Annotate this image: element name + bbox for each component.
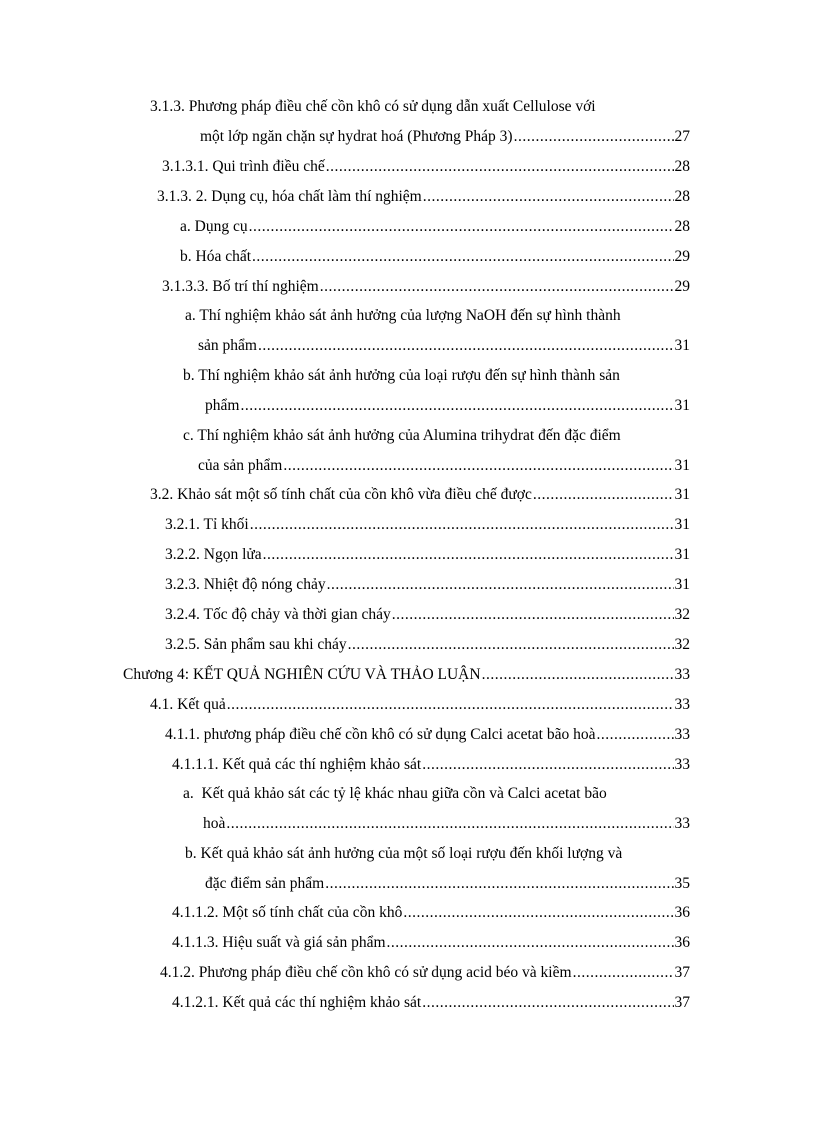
toc-page-number: 33 (674, 696, 690, 713)
toc-entry-title: c. Thí nghiệm khảo sát ảnh hưởng của Alumina trihydrat đến đặc điểm (183, 427, 621, 444)
toc-leader-dots (514, 126, 674, 148)
toc-entry-line (198, 455, 690, 477)
toc-entry-line (200, 126, 690, 148)
toc-entry (165, 634, 690, 656)
toc-leader-dots (252, 246, 673, 268)
toc-leader-dots (482, 664, 674, 686)
toc-entry (165, 514, 690, 536)
toc-entry-line (203, 813, 690, 835)
toc-leader-dots (250, 514, 674, 536)
toc-page-number: 31 (674, 576, 690, 593)
toc-entry (150, 694, 690, 716)
toc-leader-dots (283, 455, 673, 477)
toc-entry-title: 3.2.5. Sản phẩm sau khi cháy (165, 636, 347, 653)
toc-entry-title: 4.1.1.3. Hiệu suất và giá sản phẩm (172, 934, 386, 951)
toc-entry-title-cont: phẩm (205, 397, 240, 414)
toc-entry-title: b. Hóa chất (180, 248, 252, 265)
toc-entry-line (205, 873, 690, 895)
toc-leader-dots (263, 544, 674, 566)
toc-entry-title: 4.1.1. phương pháp điều chế cồn khô có sử dụng Calci acetat bão hoà (165, 726, 596, 743)
toc-entry-title: 4.1. Kết quả (150, 696, 226, 713)
toc-entry (0, 783, 816, 843)
toc-page-number: 31 (674, 546, 690, 563)
toc-page-number: 31 (674, 486, 690, 503)
toc-page-number: 32 (674, 636, 690, 653)
toc-leader-dots (327, 574, 674, 596)
toc-entry (165, 724, 690, 746)
toc-page-number: 28 (674, 218, 690, 235)
toc-entry-title: 3.1.3. 2. Dụng cụ, hóa chất làm thí nghiệm (157, 188, 422, 205)
toc-leader-dots (596, 724, 673, 746)
toc-entry-title: 3.1.3.3. Bố trí thí nghiệm (162, 278, 319, 295)
toc-entry (172, 932, 690, 954)
toc-leader-dots (326, 156, 674, 178)
toc-leader-dots (249, 216, 674, 238)
toc-entry (165, 544, 690, 566)
toc-entry-title: 3.1.3. Phương pháp điều chế cồn khô có sử dụng dẫn xuất Cellulose với (150, 98, 596, 115)
toc-entry-title: 3.1.3.1. Qui trình điều chế (162, 158, 325, 175)
toc-entry (162, 156, 690, 178)
toc-leader-dots (422, 754, 673, 776)
toc-page-number: 33 (674, 726, 690, 743)
toc-leader-dots (573, 962, 674, 984)
toc-page-number: 31 (674, 397, 690, 414)
toc-page-number: 31 (674, 516, 690, 533)
toc-entry (172, 992, 690, 1014)
toc-page-number: 35 (674, 875, 690, 892)
toc-page-number: 29 (674, 278, 690, 295)
toc-page-number: 33 (674, 666, 690, 683)
toc-entry-title: 3.2.4. Tốc độ chảy và thời gian cháy (165, 606, 391, 623)
toc-entry-title-cont: đặc điểm sản phẩm (205, 875, 325, 892)
toc-entry-title: Chương 4: KẾT QUẢ NGHIÊN CỨU VÀ THẢO LUẬN (123, 666, 481, 683)
toc-entry-title: 3.2. Khảo sát một số tính chất của cồn khô vừa điều chế được (150, 486, 532, 503)
toc-leader-dots (392, 604, 674, 626)
toc-page-number: 37 (674, 964, 690, 981)
toc-page-number: 32 (674, 606, 690, 623)
toc-entry-title: a. Kết quả khảo sát các tỷ lệ khác nhau giữa cồn và Calci acetat bão (183, 785, 607, 802)
toc-entry-title-cont: của sản phẩm (198, 457, 283, 474)
toc-entry-title-cont: một lớp ngăn chặn sự hydrat hoá (Phương Pháp 3) (200, 128, 513, 145)
toc-page-number: 37 (674, 994, 690, 1011)
toc-leader-dots (348, 634, 674, 656)
toc-entry-line (205, 395, 690, 417)
toc-page-number: 31 (674, 337, 690, 354)
toc-entry-title: a. Dụng cụ (180, 218, 248, 235)
toc-entry-title: 3.2.2. Ngọn lửa (165, 546, 262, 563)
toc-entry-title: a. Thí nghiệm khảo sát ảnh hưởng của lượng NaOH đến sự hình thành (185, 307, 621, 324)
toc-entry (165, 604, 690, 626)
toc-entry-title: b. Kết quả khảo sát ảnh hưởng của một số loại rượu đến khối lượng và (185, 845, 623, 862)
toc-entry-title: 3.2.1. Tỉ khối (165, 516, 249, 533)
toc-page-number: 31 (674, 457, 690, 474)
toc-entry (0, 843, 816, 903)
toc-entry-title-cont: sản phẩm (198, 337, 257, 354)
toc-leader-dots (240, 395, 673, 417)
toc-entry (172, 754, 690, 776)
toc-entry (180, 246, 690, 268)
toc-leader-dots (325, 873, 673, 895)
toc-page-number: 33 (674, 756, 690, 773)
toc-entry (160, 962, 690, 984)
toc-leader-dots (227, 694, 674, 716)
toc-page-number: 28 (674, 188, 690, 205)
toc-page-number: 27 (674, 128, 690, 145)
toc-page-number: 33 (674, 815, 690, 832)
toc-entry (162, 276, 690, 298)
toc-entry-title: b. Thí nghiệm khảo sát ảnh hưởng của loại rượu đến sự hình thành sản (183, 367, 620, 384)
toc-entry (0, 365, 816, 425)
toc-entry-title: 4.1.2.1. Kết quả các thí nghiệm khảo sát (172, 994, 422, 1011)
toc-leader-dots (226, 813, 673, 835)
toc-page-number: 36 (674, 904, 690, 921)
toc-leader-dots (422, 992, 673, 1014)
toc-leader-dots (258, 335, 674, 357)
toc-leader-dots (403, 902, 673, 924)
toc-leader-dots (387, 932, 674, 954)
toc-entry-title: 4.1.2. Phương pháp điều chế cồn khô có sử dụng acid béo và kiềm (160, 964, 572, 981)
toc-page-number: 28 (674, 158, 690, 175)
toc-entry (123, 664, 690, 686)
toc-entry-line (198, 335, 690, 357)
toc-entry (150, 484, 690, 506)
toc-leader-dots (320, 276, 674, 298)
toc-entry-title: 3.2.3. Nhiệt độ nóng chảy (165, 576, 326, 593)
toc-entry-title-cont: hoà (203, 815, 226, 832)
toc-entry (165, 574, 690, 596)
toc-page-number: 36 (674, 934, 690, 951)
toc-page-number: 29 (674, 248, 690, 265)
toc-entry (180, 216, 690, 238)
toc-entry (0, 96, 816, 156)
toc-entry-title: 4.1.1.1. Kết quả các thí nghiệm khảo sát (172, 756, 422, 773)
toc-leader-dots (423, 186, 674, 208)
toc-entry (0, 305, 816, 365)
toc-entry (157, 186, 690, 208)
toc-entry-title: 4.1.1.2. Một số tính chất của cồn khô (172, 904, 403, 921)
toc-entry (172, 902, 690, 924)
toc-entry (0, 425, 816, 485)
toc-leader-dots (533, 484, 674, 506)
